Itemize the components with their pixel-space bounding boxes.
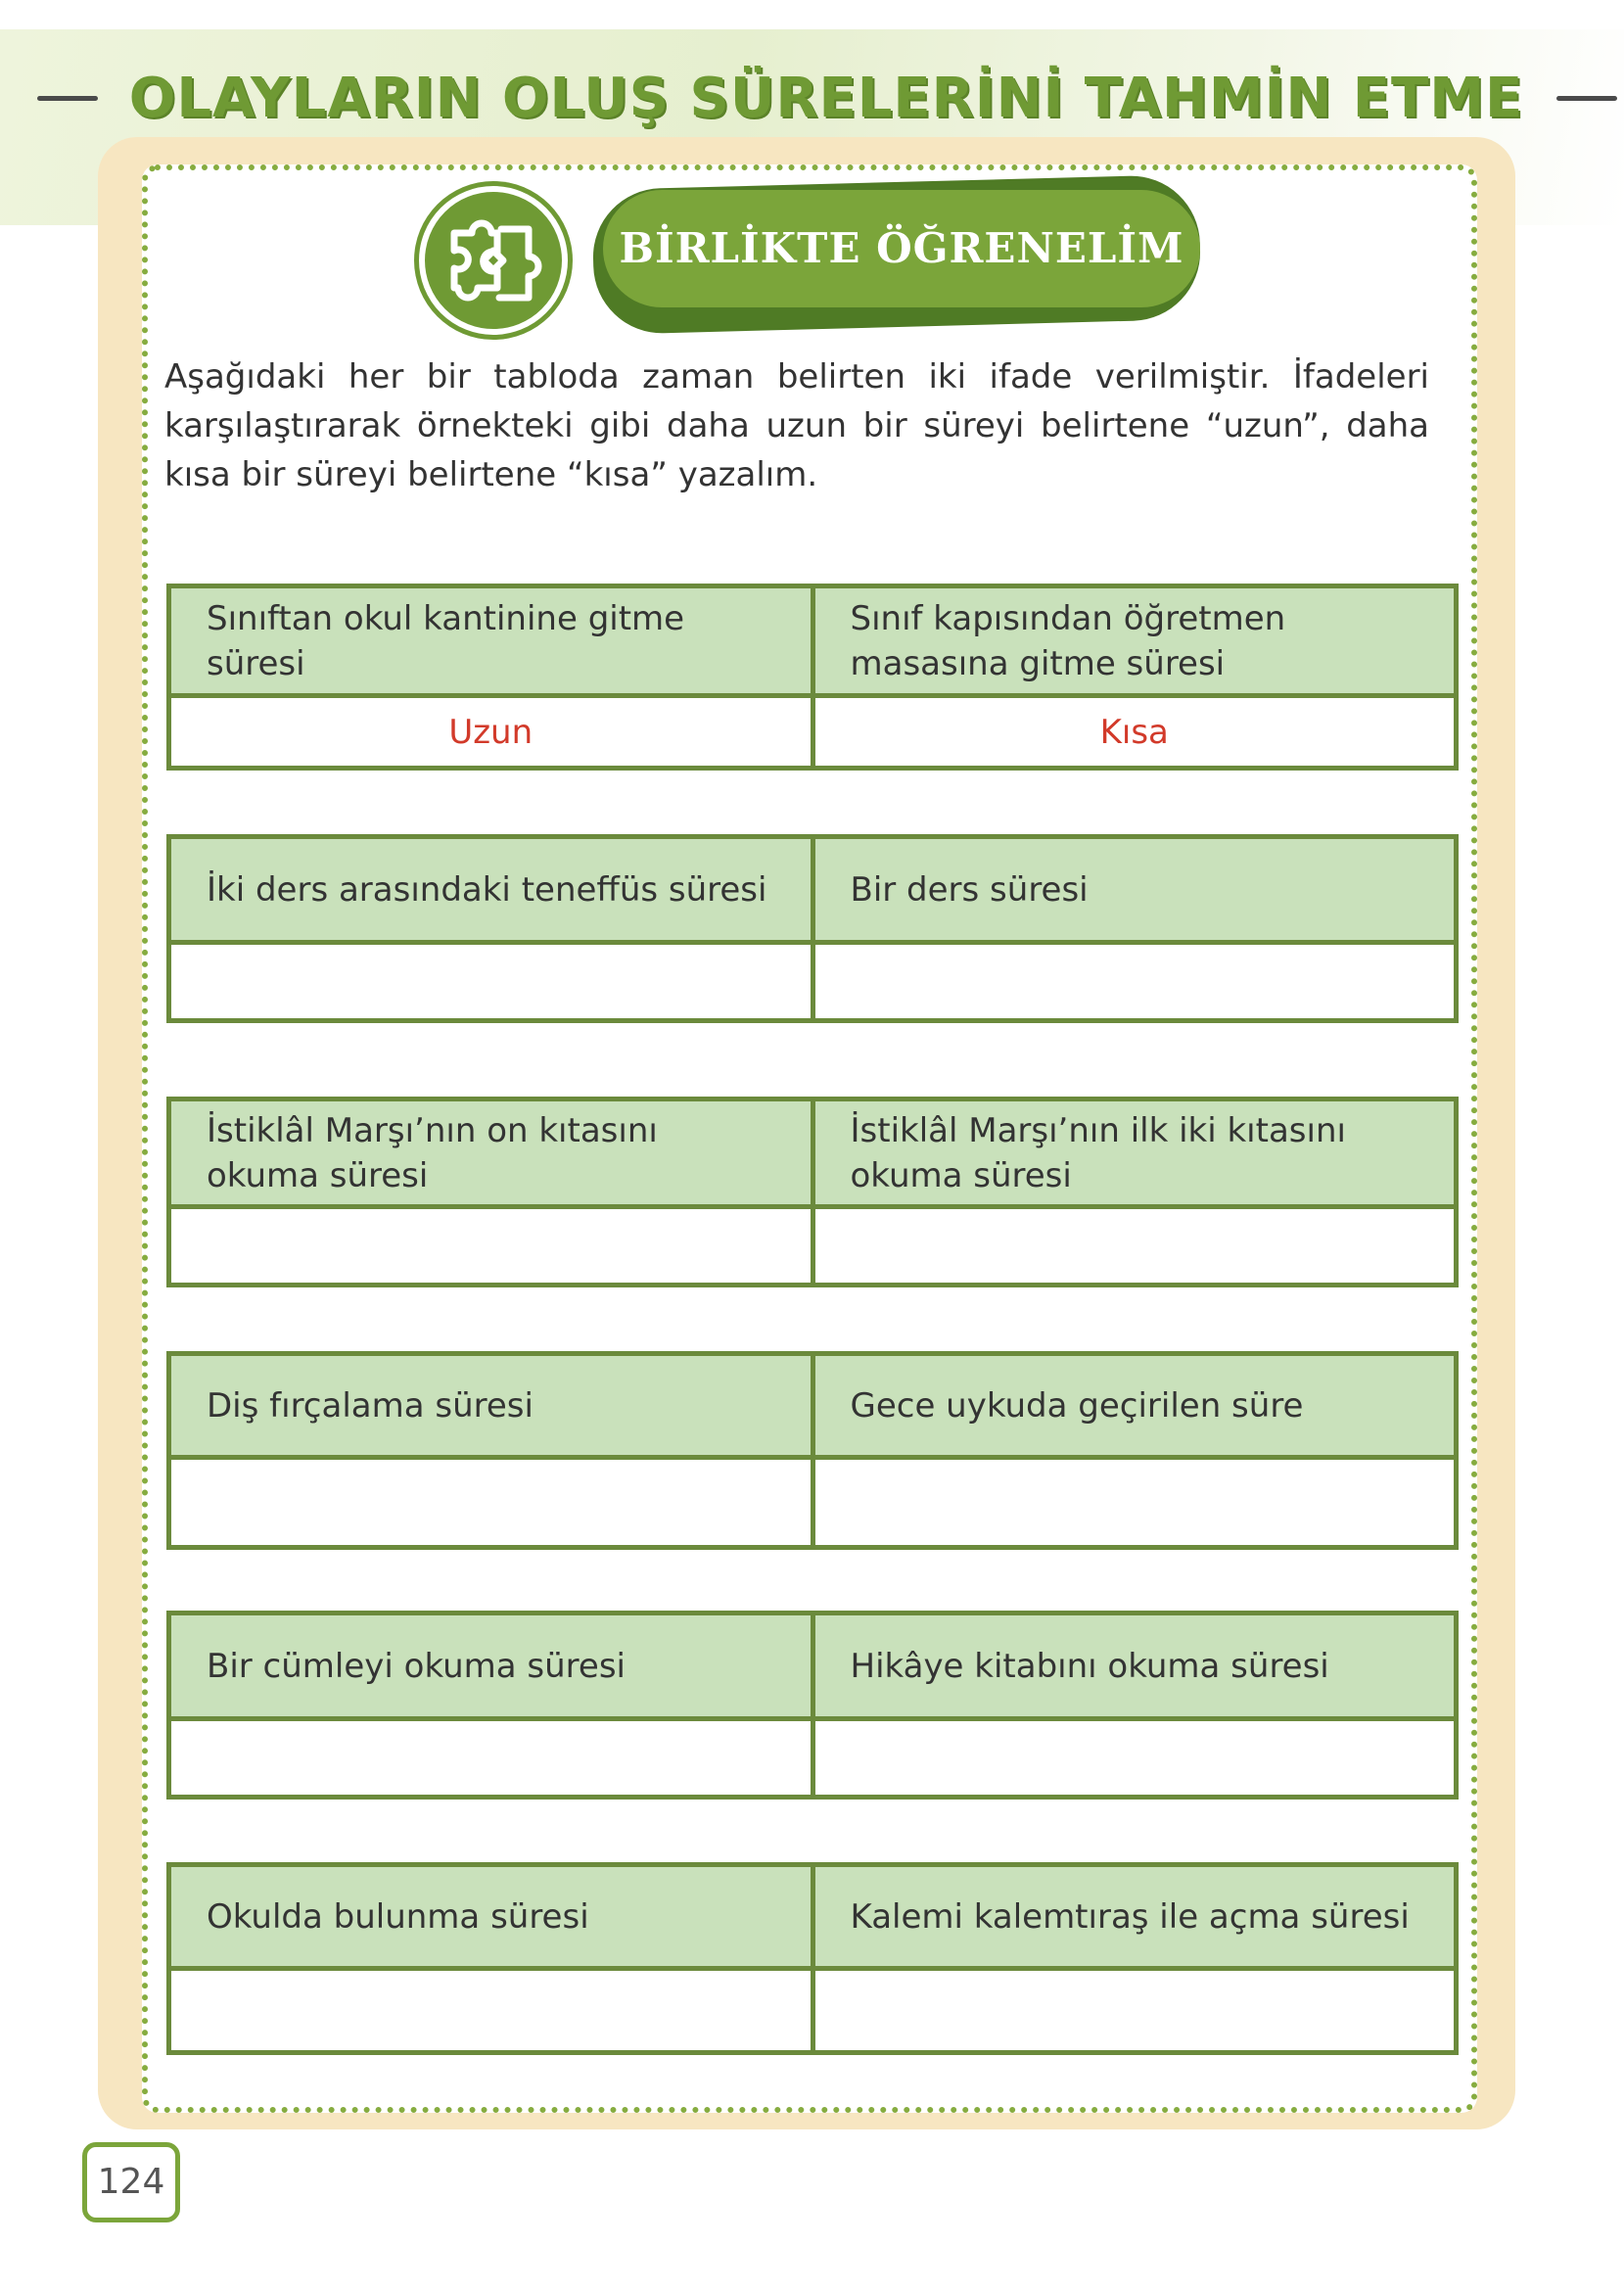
statement-right: Bir ders süresi (812, 837, 1457, 943)
puzzle-icon (419, 186, 568, 335)
statement-left: Diş fırçalama süresi (169, 1354, 813, 1458)
statement-left: Sınıftan okul kantinine gitme süresi (169, 586, 813, 696)
comparison-table (166, 1097, 1459, 1287)
answer-left[interactable] (169, 1969, 813, 2053)
statement-left: Okulda bulunma süresi (169, 1865, 813, 1969)
answer-right[interactable] (812, 1969, 1457, 2053)
title-row (0, 54, 1624, 142)
title-rule-right (1556, 96, 1617, 101)
comparison-table (166, 834, 1459, 1023)
answer-right[interactable] (812, 1458, 1457, 1548)
answer-left[interactable] (169, 1719, 813, 1798)
title-rule-left (37, 96, 98, 101)
comparison-table (166, 1351, 1459, 1550)
answer-right[interactable] (812, 1207, 1457, 1286)
statement-right: Kalemi kalemtıraş ile açma süresi (812, 1865, 1457, 1969)
section-badge-label: BİRLİKTE ÖĞRENELİM (619, 224, 1184, 272)
page-title: OLAYLARIN OLUŞ SÜRELERİNİ TAHMİN ETME (128, 67, 1524, 130)
answer-right[interactable] (812, 943, 1457, 1021)
comparison-table (166, 1611, 1459, 1800)
answer-right[interactable] (812, 1719, 1457, 1798)
statement-left: İstiklâl Marşı’nın on kıtasını okuma süresi (169, 1099, 813, 1207)
statement-left: İki ders arasındaki teneffüs süresi (169, 837, 813, 943)
answer-right: Kısa (812, 696, 1457, 769)
answer-left: Uzun (169, 696, 813, 769)
instructions-text: Aşağıdaki her bir tabloda zaman belirten iki ifade verilmiştir. İfadeleri karşılaştırarak örnekteki gibi daha uzun bir süreyi belirtene “uzun”, daha kısa bir süreyi belirtene “kısa” yazalım. (164, 357, 1429, 494)
statement-right: Sınıf kapısından öğretmen masasına gitme süresi (812, 586, 1457, 696)
answer-left[interactable] (169, 1207, 813, 1286)
answer-left[interactable] (169, 943, 813, 1021)
statement-left: Bir cümleyi okuma süresi (169, 1613, 813, 1719)
statement-right: Hikâye kitabını okuma süresi (812, 1613, 1457, 1719)
comparison-table (166, 584, 1459, 771)
statement-right: İstiklâl Marşı’nın ilk iki kıtasını okuma süresi (812, 1099, 1457, 1207)
statement-right: Gece uykuda geçirilen süre (812, 1354, 1457, 1458)
page-number: 124 (82, 2142, 180, 2222)
answer-left[interactable] (169, 1458, 813, 1548)
comparison-table (166, 1862, 1459, 2055)
